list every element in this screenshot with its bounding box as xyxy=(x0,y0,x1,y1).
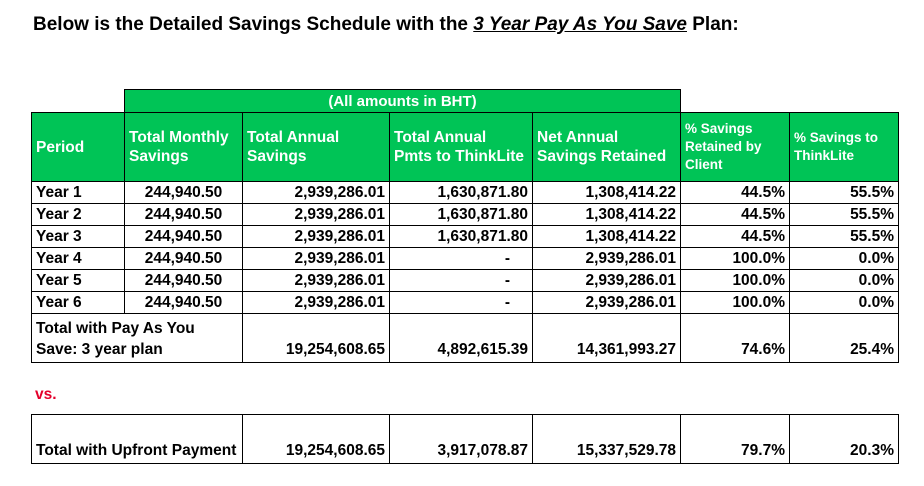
table-row xyxy=(32,226,899,248)
cell-monthly: 244,940.50 xyxy=(125,248,243,270)
upfront-net: 15,337,529.78 xyxy=(533,415,681,464)
versus-label: vs. xyxy=(35,386,57,403)
upfront-annual: 19,254,608.65 xyxy=(243,415,390,464)
cell-pct-client: 100.0% xyxy=(681,270,790,292)
page-heading xyxy=(33,14,739,36)
cell-pct-thinklite: 55.5% xyxy=(790,204,899,226)
cell-pmts: 1,630,871.80 xyxy=(390,226,533,248)
total-net: 14,361,993.27 xyxy=(533,314,681,363)
cell-annual: 2,939,286.01 xyxy=(243,182,390,204)
table-row xyxy=(32,292,899,314)
cell-annual: 2,939,286.01 xyxy=(243,204,390,226)
header-pct-retained-by-client: % Savings Retained by Client xyxy=(681,113,790,182)
cell-pmts: - xyxy=(390,248,533,270)
heading-suffix: Plan: xyxy=(686,14,739,35)
table-row xyxy=(32,182,899,204)
cell-period: Year 3 xyxy=(32,226,125,248)
header-total-monthly-savings: Total Monthly Savings xyxy=(125,113,243,182)
cell-monthly: 244,940.50 xyxy=(125,204,243,226)
total-pmts: 4,892,615.39 xyxy=(390,314,533,363)
cell-net: 2,939,286.01 xyxy=(533,292,681,314)
cell-period: Year 2 xyxy=(32,204,125,226)
currency-banner: (All amounts in BHT) xyxy=(125,90,681,113)
cell-net: 2,939,286.01 xyxy=(533,270,681,292)
cell-pct-thinklite: 0.0% xyxy=(790,270,899,292)
cell-period: Year 4 xyxy=(32,248,125,270)
cell-pct-thinklite: 55.5% xyxy=(790,226,899,248)
table-row xyxy=(32,248,899,270)
cell-pmts: - xyxy=(390,270,533,292)
cell-net: 2,939,286.01 xyxy=(533,248,681,270)
cell-monthly: 244,940.50 xyxy=(125,292,243,314)
upfront-label: Total with Upfront Payment xyxy=(32,415,243,464)
cell-pct-thinklite: 0.0% xyxy=(790,292,899,314)
cell-period: Year 1 xyxy=(32,182,125,204)
cell-pmts: - xyxy=(390,292,533,314)
cell-net: 1,308,414.22 xyxy=(533,182,681,204)
cell-pmts: 1,630,871.80 xyxy=(390,204,533,226)
table-row xyxy=(32,204,899,226)
header-pct-to-thinklite: % Savings to ThinkLite xyxy=(790,113,899,182)
total-pct-thinklite: 25.4% xyxy=(790,314,899,363)
cell-pct-thinklite: 0.0% xyxy=(790,248,899,270)
cell-pmts: 1,630,871.80 xyxy=(390,182,533,204)
cell-annual: 2,939,286.01 xyxy=(243,270,390,292)
upfront-pct-client: 79.7% xyxy=(681,415,790,464)
cell-pct-client: 44.5% xyxy=(681,204,790,226)
upfront-payment-table xyxy=(31,414,899,464)
header-total-annual-pmts: Total Annual Pmts to ThinkLite xyxy=(390,113,533,182)
cell-pct-client: 100.0% xyxy=(681,292,790,314)
cell-net: 1,308,414.22 xyxy=(533,204,681,226)
cell-pct-thinklite: 55.5% xyxy=(790,182,899,204)
header-row xyxy=(32,113,899,182)
banner-row xyxy=(32,90,899,113)
savings-schedule-table xyxy=(31,89,899,363)
cell-pct-client: 100.0% xyxy=(681,248,790,270)
total-annual: 19,254,608.65 xyxy=(243,314,390,363)
header-net-annual-savings: Net Annual Savings Retained xyxy=(533,113,681,182)
table-row xyxy=(32,270,899,292)
upfront-pmts: 3,917,078.87 xyxy=(390,415,533,464)
total-pct-client: 74.6% xyxy=(681,314,790,363)
cell-period: Year 5 xyxy=(32,270,125,292)
cell-monthly: 244,940.50 xyxy=(125,226,243,248)
cell-pct-client: 44.5% xyxy=(681,226,790,248)
cell-annual: 2,939,286.01 xyxy=(243,292,390,314)
heading-prefix: Below is the Detailed Savings Schedule with the xyxy=(33,14,474,35)
total-row xyxy=(32,314,899,363)
header-total-annual-savings: Total Annual Savings xyxy=(243,113,390,182)
cell-pct-client: 44.5% xyxy=(681,182,790,204)
cell-monthly: 244,940.50 xyxy=(125,270,243,292)
total-label: Total with Pay As You Save: 3 year plan xyxy=(32,314,243,363)
cell-annual: 2,939,286.01 xyxy=(243,226,390,248)
heading-plan-name: 3 Year Pay As You Save xyxy=(473,14,687,35)
upfront-pct-thinklite: 20.3% xyxy=(790,415,899,464)
cell-annual: 2,939,286.01 xyxy=(243,248,390,270)
cell-period: Year 6 xyxy=(32,292,125,314)
header-period: Period xyxy=(32,113,125,182)
cell-monthly: 244,940.50 xyxy=(125,182,243,204)
cell-net: 1,308,414.22 xyxy=(533,226,681,248)
upfront-row xyxy=(32,415,899,464)
